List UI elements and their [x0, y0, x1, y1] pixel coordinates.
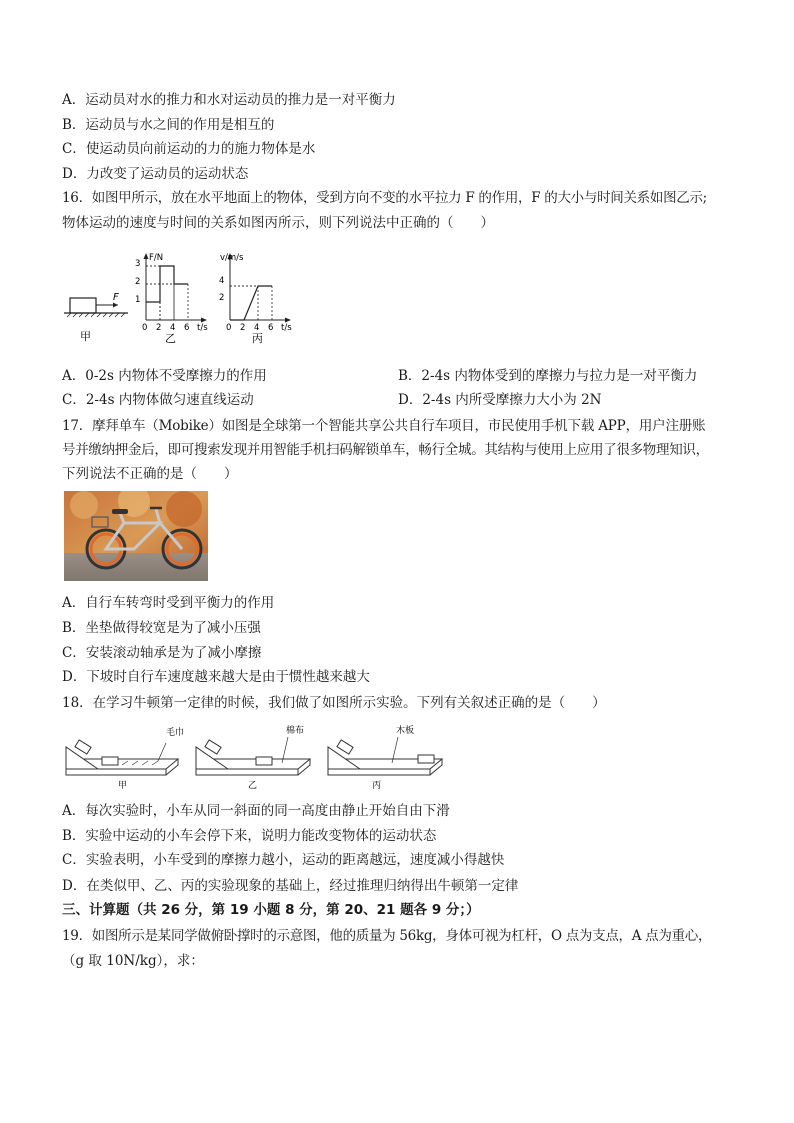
caption-bing: 丙 [252, 332, 263, 345]
q16-option-c: C．2-4s 内物体做匀速直线运动 [62, 392, 254, 408]
q15-option-b: B．运动员与水之间的作用是相互的 [62, 117, 275, 133]
ground-hatch [67, 313, 125, 317]
surface-label-board: 木板 [396, 726, 415, 736]
caption-q18-yi: 乙 [248, 781, 258, 791]
setup-yi [196, 737, 310, 775]
q18-option-c: C．实验表明，小车受到的摩擦力越小，运动的距离越远，速度减小得越快 [62, 852, 505, 868]
block-shape [70, 298, 96, 313]
q16-figure [62, 250, 302, 346]
bing-xtick-4: 4 [254, 323, 260, 333]
q17-option-d: D．下坡时自行车速度越来越大是由于惯性越来越大 [62, 669, 370, 685]
bing-velocity-series [230, 286, 272, 320]
cart-yi-start [205, 740, 221, 754]
q18-option-b: B．实验中运动的小车会停下来，说明力能改变物体的运动状态 [62, 828, 437, 844]
caption-q18-jia: 甲 [118, 781, 128, 791]
yi-ytick-2: 2 [135, 277, 141, 287]
q16-stem-line1: 16．如图甲所示，放在水平地面上的物体，受到方向不变的水平拉力 F 的作用，F 的大小与时间关系如图乙示; [62, 190, 707, 206]
force-arrow-head [113, 303, 118, 308]
q16-stem-line2: 物体运动的速度与时间的关系如图丙所示，则下列说法中正确的（ ） [62, 215, 494, 231]
surface-label-towel: 毛巾 [166, 728, 185, 738]
yi-xtick-6: 6 [184, 323, 190, 333]
bing-y-label: v/m/s [220, 253, 244, 263]
yi-xtick-0: 0 [142, 323, 148, 333]
cart-jia-start [75, 740, 91, 754]
caption-q18-bing: 丙 [372, 781, 382, 791]
setup-jia [66, 740, 178, 775]
bing-xtick-6: 6 [268, 323, 274, 333]
caption-jia: 甲 [80, 330, 91, 343]
q17-stem-line3: 下列说法不正确的是（ ） [62, 466, 238, 482]
q19-stem-line2: （g 取 10N/kg），求： [62, 953, 204, 969]
cart-bing-start [337, 740, 353, 754]
bing-ytick-4: 4 [219, 276, 225, 286]
q16-option-b: B．2-4s 内物体受到的摩擦力与拉力是一对平衡力 [398, 368, 698, 384]
yi-y-label: F/N [149, 253, 164, 263]
section-title: 三、计算题（共 26 分，第 19 小题 8 分，第 20、21 题各 9 分；） [62, 902, 480, 918]
yi-guide-lines [146, 266, 188, 320]
bing-ytick-2: 2 [219, 293, 225, 303]
surface-label-cotton: 棉布 [286, 726, 305, 736]
q15-option-c: C．使运动员向前运动的力的施力物体是水 [62, 141, 316, 157]
bing-x-label: t/s [281, 323, 292, 333]
cart-jia [102, 757, 118, 765]
fig-jia [64, 292, 128, 343]
fig-bing [219, 253, 292, 345]
bing-xtick-2: 2 [240, 323, 246, 333]
q17-option-c: C．安装滚动轴承是为了减小摩擦 [62, 645, 262, 661]
yi-xtick-4: 4 [170, 323, 176, 333]
q18-option-a: A．每次实验时，小车从同一斜面的同一高度由静止开始自由下滑 [62, 803, 450, 819]
cart-yi [256, 757, 272, 765]
yi-ytick-3: 3 [135, 259, 141, 269]
force-label: F [113, 292, 119, 303]
q18-figure [62, 721, 448, 791]
q17-option-b: B．坐垫做得较宽是为了减小压强 [62, 620, 261, 636]
bing-xtick-0: 0 [226, 323, 232, 333]
q15-option-a: A．运动员对水的推力和水对运动员的推力是一对平衡力 [62, 92, 396, 108]
yi-ytick-1: 1 [135, 295, 141, 305]
yi-xtick-2: 2 [156, 323, 162, 333]
q17-option-a: A．自行车转弯时受到平衡力的作用 [62, 595, 275, 611]
q18-stem: 18．在学习牛顿第一定律的时候，我们做了如图所示实验。下列有关叙述正确的是（ ） [62, 695, 606, 711]
q16-option-d: D．2-4s 内所受摩擦力大小为 2N [398, 392, 602, 408]
caption-yi: 乙 [165, 332, 176, 345]
fig-yi [135, 253, 208, 345]
yi-x-label: t/s [197, 323, 208, 333]
q16-option-a: A．0-2s 内物体不受摩擦力的作用 [62, 368, 267, 384]
q15-option-d: D．力改变了运动员的运动状态 [62, 166, 249, 182]
saddle [112, 509, 128, 514]
q17-stem-line1: 17．摩拜单车（Mobike）如图是全球第一个智能共享公共自行车项目，市民使用手机下载 APP，用户注册账 [62, 418, 706, 434]
q17-stem-line2: 号并缴纳押金后，即可搜索发现并用智能手机扫码解锁单车，畅行全城。其结构与使用上应用了很多物理知识， [62, 442, 709, 458]
cart-bing [418, 755, 434, 763]
setup-bing [328, 737, 442, 775]
q19-stem-line1: 19．如图所示是某同学做俯卧撑时的示意图，他的质量为 56kg，身体可视为杠杆，O 点为支点，A 点为重心， [62, 928, 712, 944]
bicycle-photo [64, 491, 208, 581]
q18-option-d: D．在类似甲、乙、丙的实验现象的基础上，经过推理归纳得出牛顿第一定律 [62, 878, 519, 894]
